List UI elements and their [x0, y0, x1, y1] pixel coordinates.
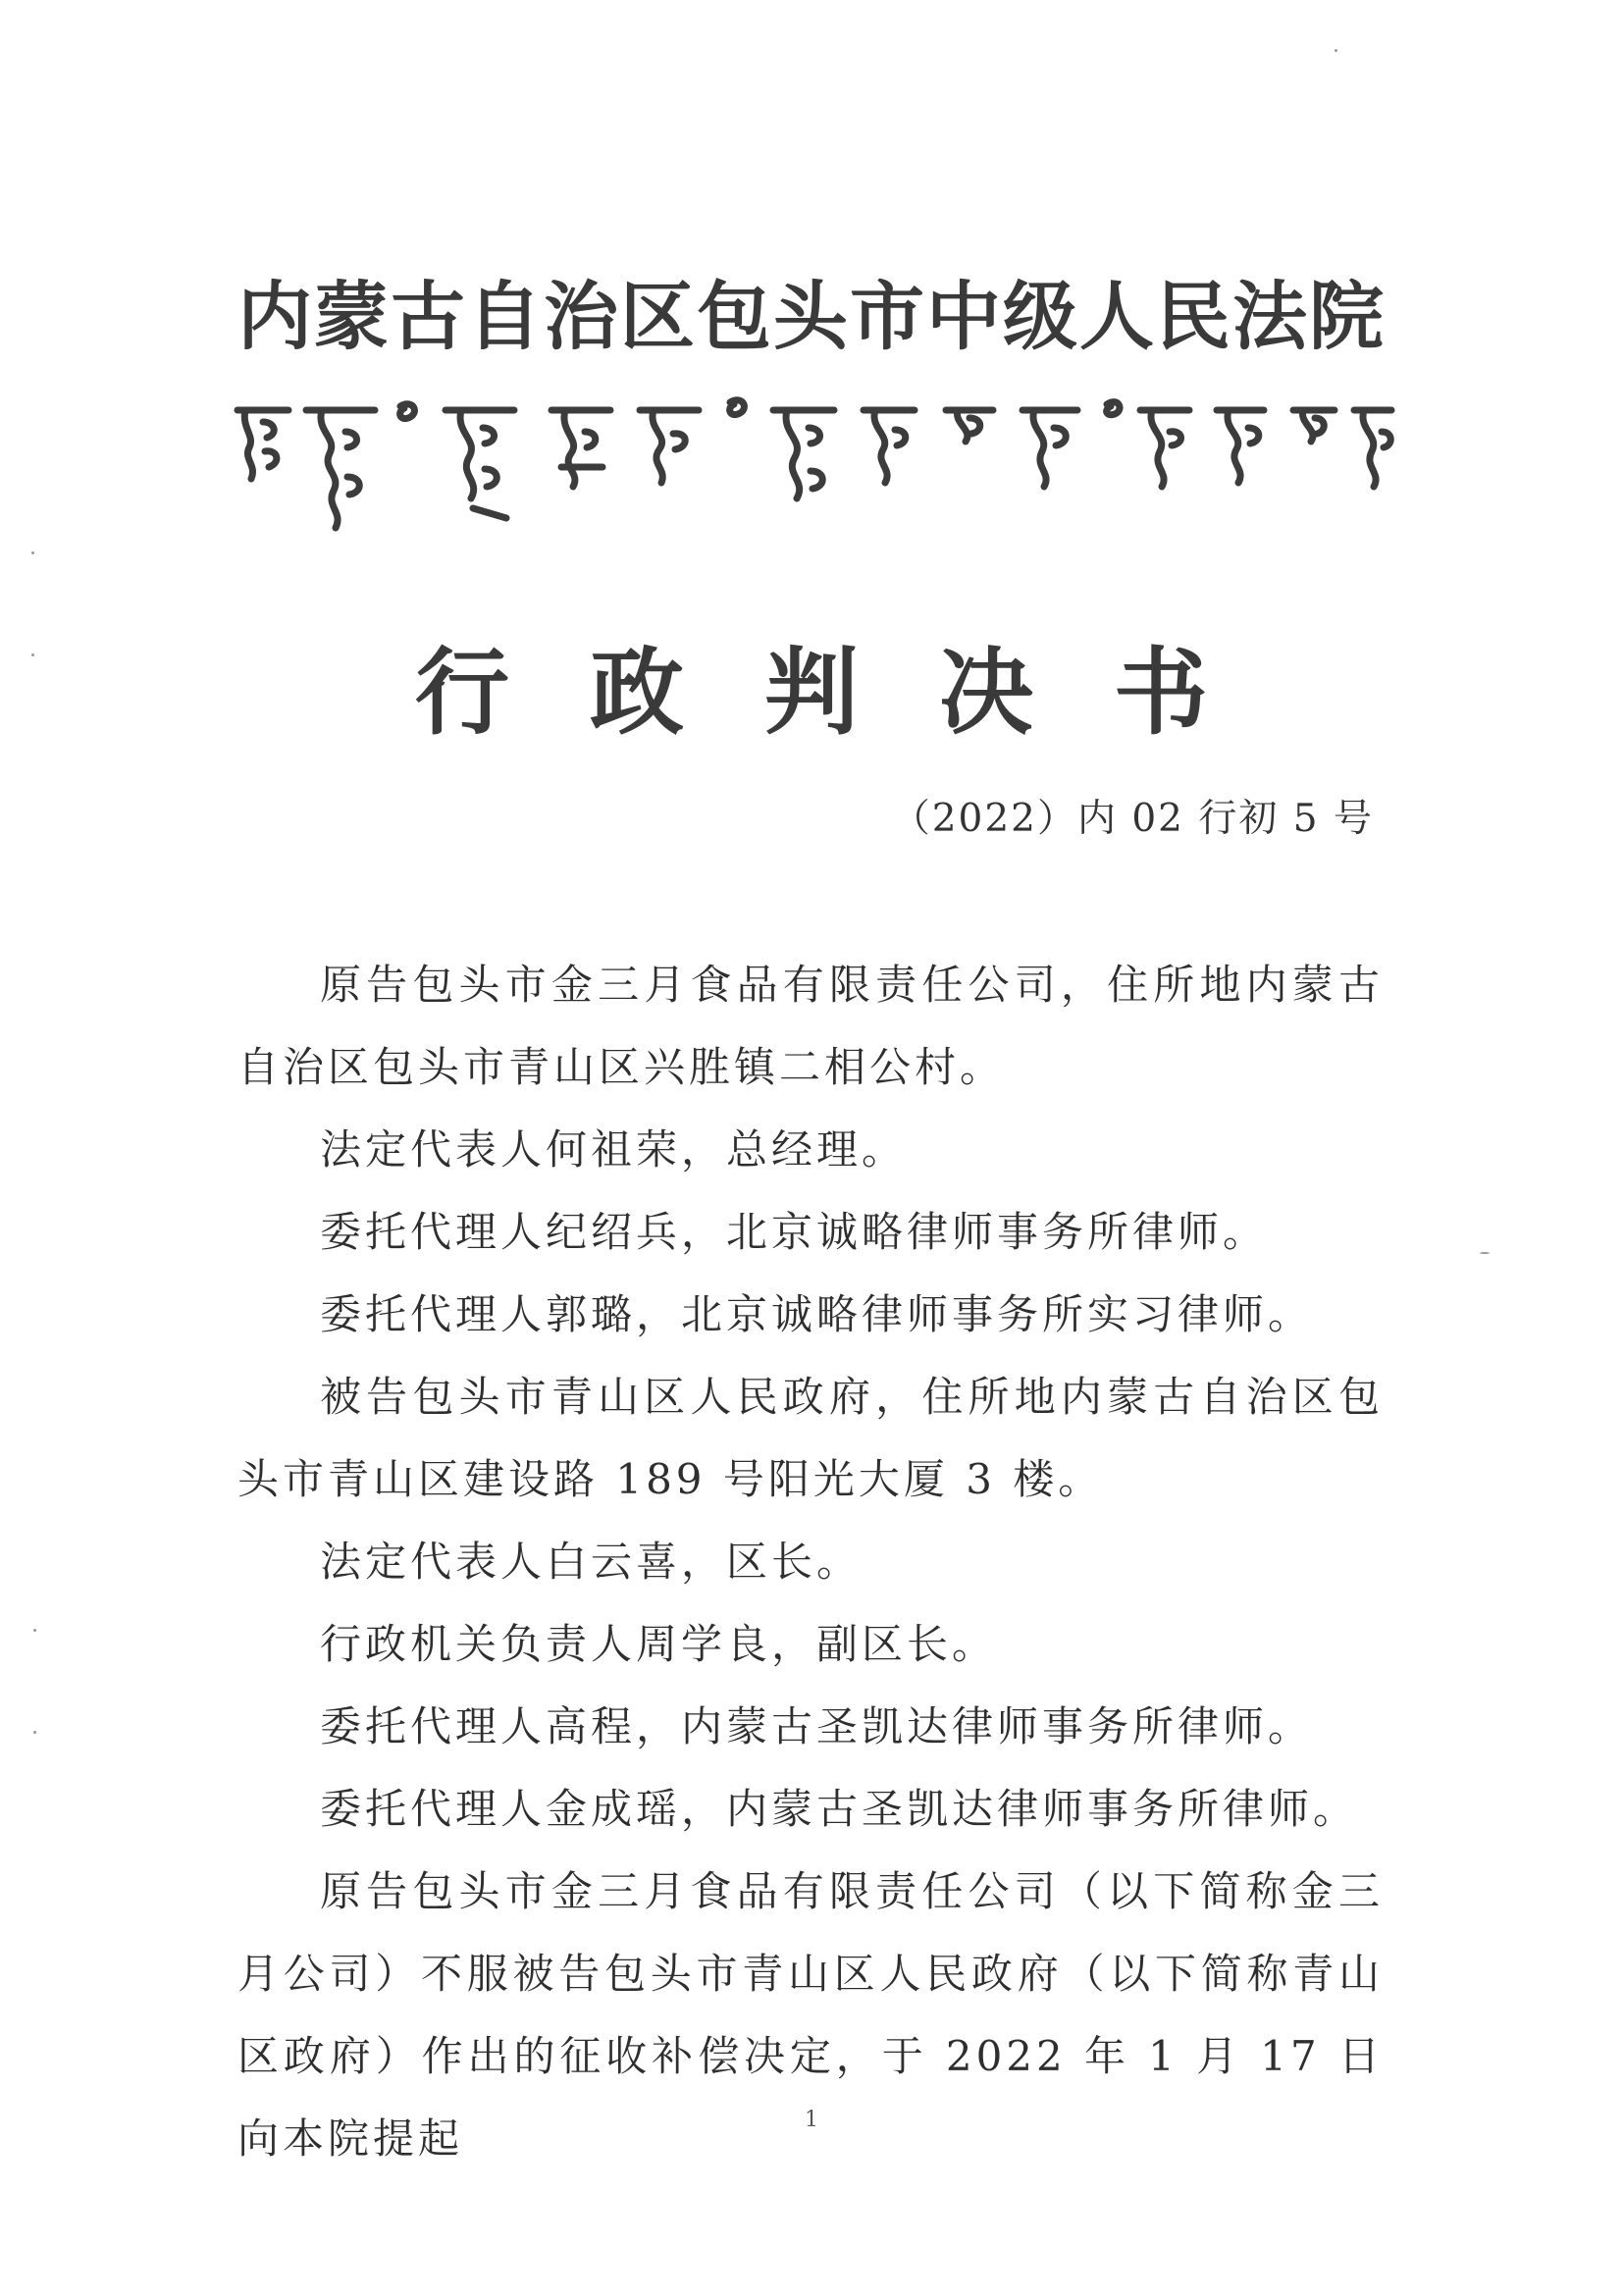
paragraph-defendant-responsible-person: 行政机关负责人周学良，副区长。 — [320, 1620, 998, 1668]
judgment-body — [237, 944, 1384, 2180]
scan-speck — [31, 653, 34, 656]
scan-speck — [1335, 49, 1337, 52]
paragraph-defendant-agent-2: 委托代理人金成瑶，内蒙古圣凯达律师事务所律师。 — [320, 1785, 1359, 1833]
case-number: （2022）内 02 行初 5 号 — [891, 797, 1374, 841]
paragraph-defendant-legal-rep: 法定代表人白云喜，区长。 — [320, 1538, 863, 1586]
paragraph-defendant-agent-1: 委托代理人高程，内蒙古圣凯达律师事务所律师。 — [320, 1702, 1314, 1750]
mongolian-court-name-graphic — [228, 389, 1395, 546]
scan-speck — [33, 1731, 36, 1734]
paragraph-case-summary: 原告包头市金三月食品有限责任公司（以下简称金三月公司）不服被告包头市青山区人民政府（以下简称青山区政府）作出的征收补偿决定，于 2022 年 1 月 17 日向本院提起 — [237, 1867, 1384, 2163]
scan-speck — [1480, 1252, 1490, 1254]
court-name: 内蒙古自治区包头市中级人民法院 — [237, 273, 1386, 360]
page-number: 1 — [805, 2108, 818, 2132]
paragraph-plaintiff-legal-rep: 法定代表人何祖荣，总经理。 — [320, 1125, 908, 1174]
paragraph-plaintiff: 原告包头市金三月食品有限责任公司，住所地内蒙古自治区包头市青山区兴胜镇二相公村。 — [237, 961, 1384, 1091]
scan-speck — [31, 551, 34, 554]
scan-speck — [33, 1629, 36, 1632]
paragraph-defendant: 被告包头市青山区人民政府，住所地内蒙古自治区包头市青山区建设路 189 号阳光大厦 3 楼。 — [237, 1373, 1384, 1503]
paragraph-plaintiff-agent-2: 委托代理人郭璐，北京诚略律师事务所实习律师。 — [320, 1290, 1314, 1338]
paragraph-plaintiff-agent-1: 委托代理人纪绍兵，北京诚略律师事务所律师。 — [320, 1208, 1269, 1256]
document-type-title: 行政判决书 — [415, 638, 1288, 748]
